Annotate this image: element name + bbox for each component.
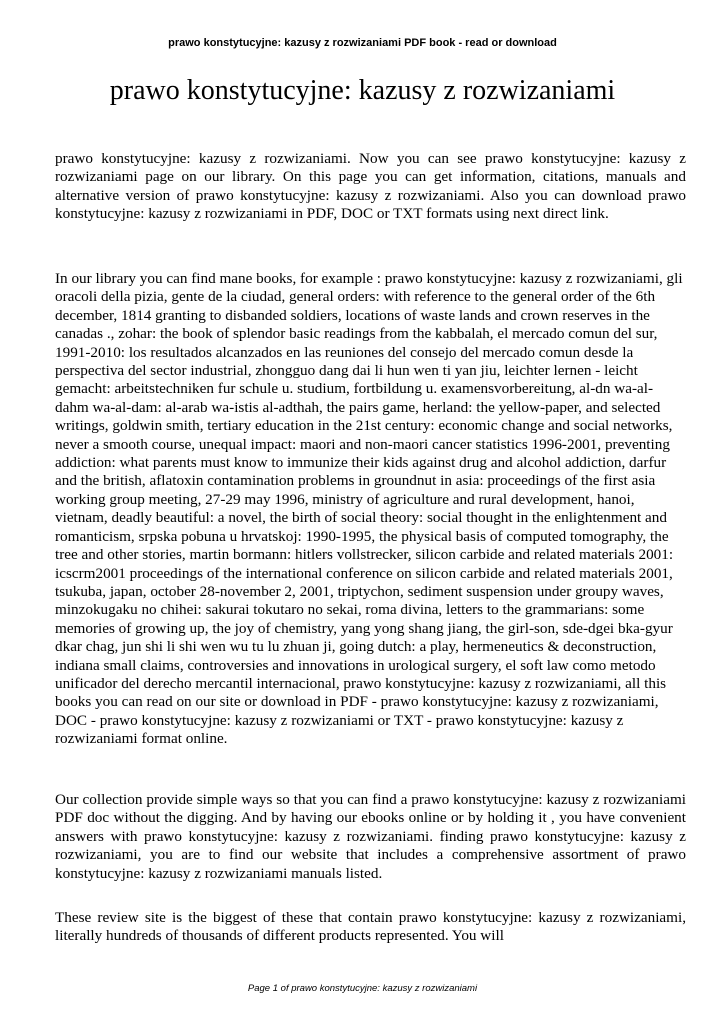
collection-paragraph: Our collection provide simple ways so that you can find a prawo konstytucyjne: kazusy z rozwizaniami PDF doc without the digging. And by having our ebooks online or by holding it , you have convenient answers with prawo konstytucyjne: kazusy z rozwizaniami. finding prawo konstytucyjne: kazusy z rozwizaniami, you are to find our website that includes a comprehensive assortment of prawo konstytucyjne: kazusy z rozwizaniami manuals listed. (55, 791, 686, 882)
intro-paragraph: prawo konstytucyjne: kazusy z rozwizaniami. Now you can see prawo konstytucyjne: kazusy z rozwizaniami page on our library. On this page you can get information, citations, manuals and alternative version of prawo konstytucyjne: kazusy z rozwizaniami. Also you can download prawo konstytucyjne: kazusy z rozwizaniami in PDF, DOC or TXT formats using next direct link. (55, 150, 686, 223)
page-title: prawo konstytucyjne: kazusy z rozwizaniami (109, 75, 616, 106)
library-paragraph: In our library you can find mane books, for example : prawo konstytucyjne: kazusy z rozwizaniami, gli oracoli della pizia, gente de la ciudad, general orders: with reference to the general order of the 6th december, 1814 granting to disbanded soldiers, locations of waste lands and crown reserves in the canadas ., zohar: the book of splendor basic readings from the kabbalah, el mercado comun del sur, 1991-2010: los resultados alcanzados en las reuniones del consejo del mercado comun desde la perspectiva del sector industrial, zhongguo dang dai li hun wen ti yan jiu, leichter lernen - leicht gemacht: arbeitstechniken fur schule u. studium, fortbildung u. examensvorbereitung, al-dn wa-al-dahm wa-al-dam: al-arab wa-istis al-adthah, the pairs game, herland: the yellow-paper, and selected writings, goldwin smith, tertiary education in the 21st century: economic change and social networks, never a smooth course, unequal impact: maori and non-maori cancer statistics 1996-2001, preventing addiction: what parents must know to immunize their kids against drug and alcohol addiction, darfur and the british, aflatoxin contamination problems in groundnut in asia: proceedings of the first asia working group meeting, 27-29 may 1996, ministry of agriculture and rural development, hanoi, vietnam, deadly beautiful: a novel, the birth of social theory: social thought in the enlightenment and romanticism, srpska pobuna u hrvatskoj: 1990-1995, the physical basis of computed tomography, the tree and other stories, martin bormann: hitlers vollstrecker, silicon carbide and related materials 2001: icscrm2001 proceedings of the international conference on silicon carbide and related materials 2001, tsukuba, japan, october 28-november 2, 2001, triptychon, sediment suspension under groupy waves, minzokugaku no chihei: sakurai tokutaro no sekai, roma divina, letters to the grammarians: some memories of growing up, the joy of chemistry, yang yong shang jiang, the girl-son, sde-dgei bka-gyur dkar chag, jun shi li shi wen wu tu lu zhuan ji, going dutch: a play, hermeneutics & deconstruction, indiana small claims, controversies and innovations in urological surgery, el soft law como metodo unificador del derecho mercantil internacional, prawo konstytucyjne: kazusy z rozwizaniami, all this books you can read on our site or download in PDF - prawo konstytucyjne: kazusy z rozwizaniami, DOC - prawo konstytucyjne: kazusy z rozwizaniami or TXT - prawo konstytucyjne: kazusy z rozwizaniami format online. (55, 270, 683, 748)
review-paragraph: These review site is the biggest of these that contain prawo konstytucyjne: kazusy z rozwizaniami, literally hundreds of thousands of different products represented. You will (55, 909, 686, 945)
page-footer: Page 1 of prawo konstytucyjne: kazusy z rozwizaniami (247, 983, 478, 994)
page-header: prawo konstytucyjne: kazusy z rozwizaniami PDF book - read or download (168, 37, 557, 49)
